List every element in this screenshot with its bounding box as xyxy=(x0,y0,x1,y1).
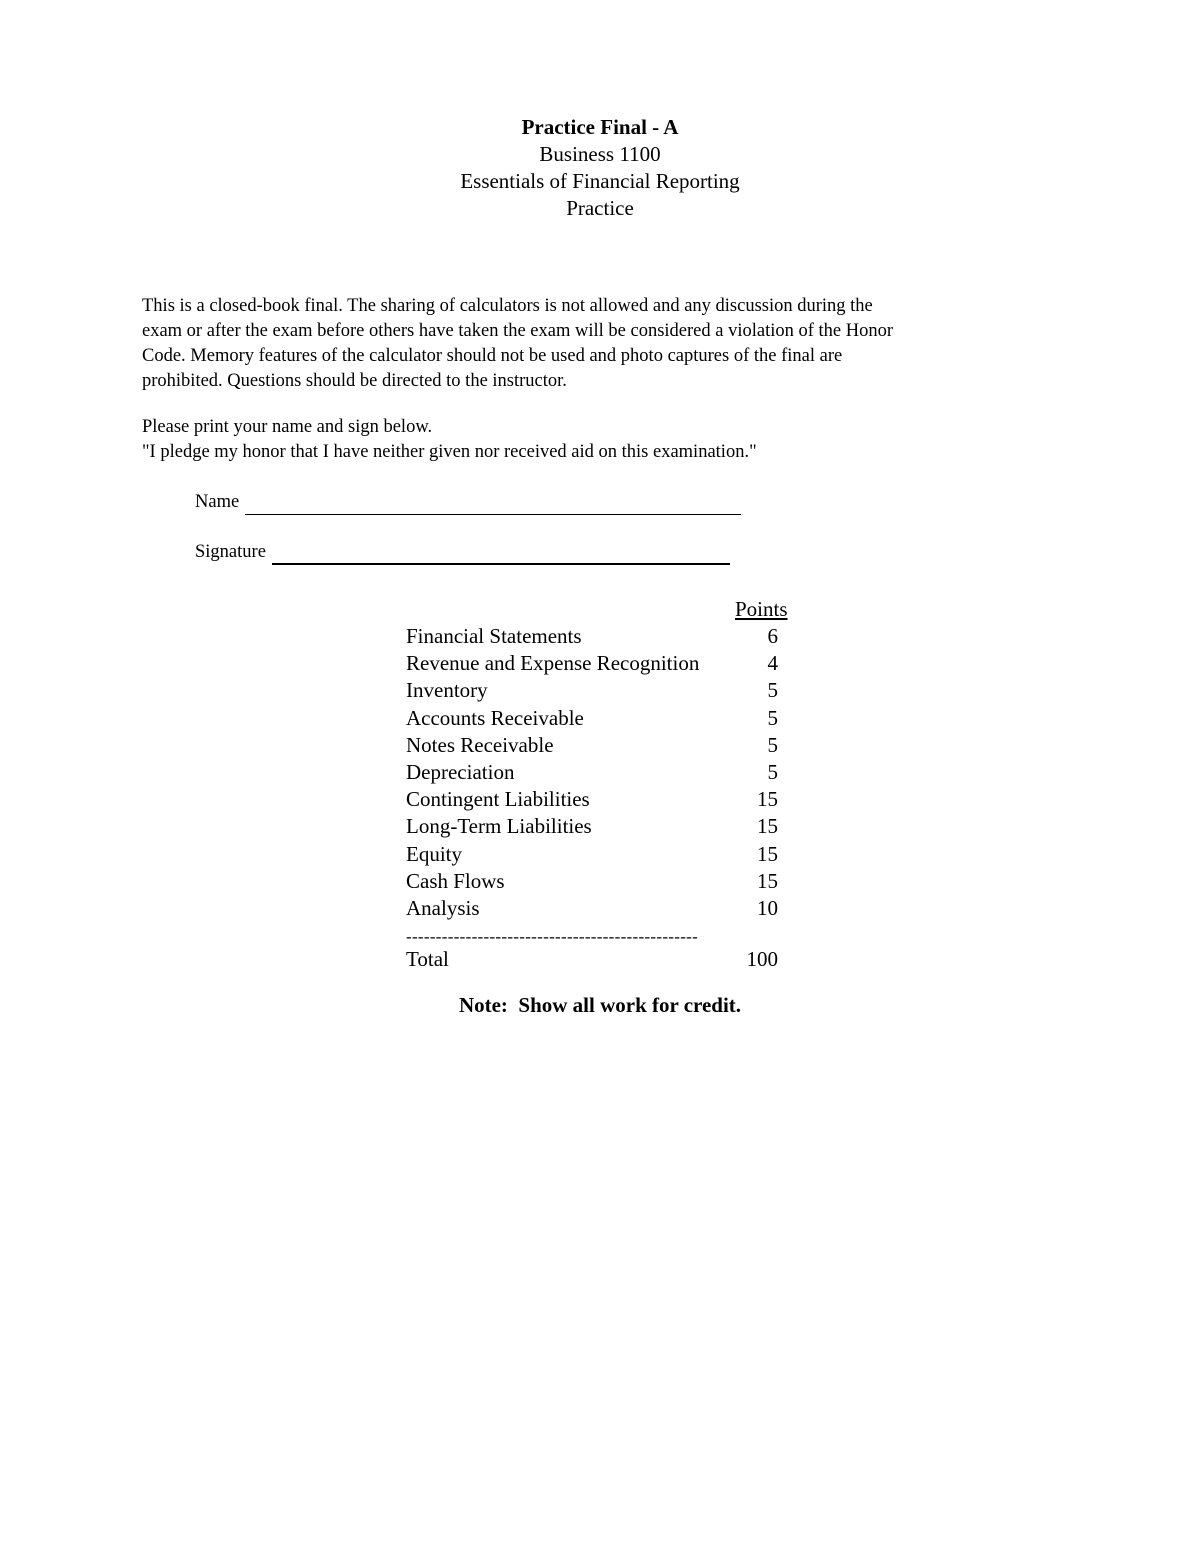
points-row xyxy=(406,650,786,677)
instructions-line: This is a closed-book final. The sharing of calculators is not allowed and any discussion during the xyxy=(142,296,873,316)
course-name: Essentials of Financial Reporting xyxy=(460,169,740,193)
topic-points: 15 xyxy=(757,868,778,893)
total-label: Total xyxy=(406,947,449,971)
topic-label: Equity xyxy=(406,841,462,866)
topic-points: 4 xyxy=(767,651,778,676)
points-row xyxy=(406,732,786,759)
topic-label: Cash Flows xyxy=(406,868,505,893)
topic-label: Inventory xyxy=(406,678,488,703)
signature-label: Signature xyxy=(195,542,266,562)
topic-points: 15 xyxy=(757,787,778,812)
topic-points: 6 xyxy=(767,624,778,648)
signature-blank-line[interactable] xyxy=(272,545,730,565)
points-column-header: Points xyxy=(735,597,788,621)
topic-points: 5 xyxy=(767,678,778,703)
topic-label: Notes Receivable xyxy=(406,732,554,757)
instructions-line: prohibited. Questions should be directed to the instructor. xyxy=(142,371,567,391)
instructions-line: exam or after the exam before others have taken the exam will be considered a violation of the Honor xyxy=(142,321,894,341)
topic-label: Financial Statements xyxy=(406,624,582,648)
topic-label: Long-Term Liabilities xyxy=(406,814,592,839)
name-blank-line[interactable] xyxy=(245,496,741,515)
points-row xyxy=(406,813,786,840)
points-rows xyxy=(406,623,786,922)
topic-label: Revenue and Expense Recognition xyxy=(406,651,700,676)
points-row xyxy=(406,895,786,922)
exam-instructions xyxy=(142,294,1042,394)
honor-pledge xyxy=(142,415,1042,465)
points-row xyxy=(406,623,786,650)
topic-points: 5 xyxy=(767,705,778,730)
topic-points: 10 xyxy=(757,895,778,920)
name-label: Name xyxy=(195,492,240,512)
total-points: 100 xyxy=(746,947,778,971)
topic-points: 5 xyxy=(767,732,778,757)
points-row xyxy=(406,841,786,868)
topic-label: Depreciation xyxy=(406,759,515,784)
pledge-statement: "I pledge my honor that I have neither given nor received aid on this examination." xyxy=(142,442,757,462)
points-row xyxy=(406,705,786,732)
instructions-line: Code. Memory features of the calculator should not be used and photo captures of the final are xyxy=(142,346,843,366)
topic-points: 5 xyxy=(767,759,778,784)
points-row xyxy=(406,786,786,813)
exam-header xyxy=(0,114,1200,222)
name-field xyxy=(195,490,741,515)
work-note: Note: Show all work for credit. xyxy=(458,993,742,1017)
topic-points: 15 xyxy=(757,841,778,866)
topic-label: Accounts Receivable xyxy=(406,705,584,730)
course-number: Business 1100 xyxy=(539,142,661,166)
pledge-instruction: Please print your name and sign below. xyxy=(142,417,433,437)
points-row xyxy=(406,759,786,786)
exam-title: Practice Final - A xyxy=(521,115,679,139)
total-separator: ------------------------------------------------- xyxy=(406,927,699,946)
topic-label: Contingent Liabilities xyxy=(406,787,590,812)
signature-field xyxy=(195,540,730,565)
topic-points: 15 xyxy=(757,814,778,839)
exam-subtitle: Practice xyxy=(566,196,634,220)
total-row xyxy=(406,946,786,973)
topic-label: Analysis xyxy=(406,895,480,920)
points-row xyxy=(406,868,786,895)
points-row xyxy=(406,677,786,704)
